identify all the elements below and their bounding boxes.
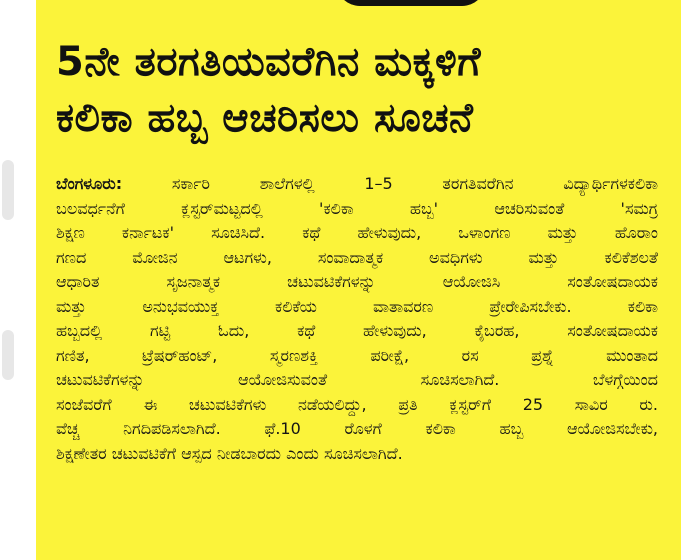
body-line: ಆಧಾರಿತ ಸೃಜನಾತ್ಮಕ ಚಟುವಟಿಕೆಗಳನ್ನು ಆಯೋಜಿಸಿ ಸಂತೋಷದಾಯಕ: [56, 272, 658, 291]
headline-line-2: ಕಲಿಕಾ ಹಬ್ಬ ಆಚರಿಸಲು ಸೂಚನೆ: [56, 95, 474, 141]
article-headline: [56, 34, 666, 146]
cropped-headline-fragment: [336, 0, 486, 6]
page-margin: [0, 0, 36, 560]
article-body: [56, 172, 658, 466]
headline-line-1: 5ನೇ ತರಗತಿಯವರೆಗಿನ ಮಕ್ಕಳಿಗೆ: [56, 39, 482, 85]
body-line: ಚಟುವಟಿಕೆಗಳನ್ನು ಆಯೋಜಿಸುವಂತೆ ಸೂಚಿಸಲಾಗಿದೆ. ಬೆಳಗ್ಗೆಯಿಂದ: [56, 370, 658, 389]
body-line: ಗಣದ ಮೋಜಿನ ಆಟಗಳು, ಸಂವಾದಾತ್ಮಕ ಅವಧಿಗಳು ಮತ್ತು ಕಲಿಕೆಶಲತೆ: [56, 247, 658, 267]
body-line: ಸಂಜೆವರೆಗೆ ಈ ಚಟುವಟಿಕೆಗಳು ನಡೆಯಲಿದ್ದು, ಪ್ರತಿ ಕ್ಲಸ್ಟರ್‌ಗೆ 25 ಸಾವಿರ ರು.: [56, 394, 658, 414]
scan-smudge: [2, 330, 14, 380]
scan-smudge: [2, 160, 14, 220]
body-line-text: ಸರ್ಕಾರಿ ಶಾಲೆಗಳಲ್ಲಿ 1–5 ತರಗತಿವರೆಗಿನ ವಿದ್ಯಾರ್ಥಿಗಳಕಲಿಕಾ: [171, 174, 658, 193]
body-line: ಮತ್ತು ಅನುಭವಯುಕ್ತ ಕಲಿಕೆಯ ವಾತಾವರಣ ಪ್ರೇರೇಪಿಸಬೇಕು. ಕಲಿಕಾ: [56, 296, 658, 316]
body-line: ಶಿಕ್ಷಣೇತರ ಚಟುವಟಿಕೆಗೆ ಆಸ್ಪದ ನೀಡಬಾರದು ಎಂದು ಸೂಚಿಸಲಾಗಿದೆ.: [56, 443, 403, 463]
previous-article-fragment: [36, 0, 681, 30]
body-line: ಗಣಿತ, ಟ್ರೆಷರ್‌ಹಂಟ್, ಸ್ಮರಣಶಕ್ತಿ ಪರೀಕ್ಷೆ, ರಸ ಪ್ರಶ್ನೆ ಮುಂತಾದ: [56, 345, 658, 365]
body-line: ಬಲವರ್ಧನೆಗೆ ಕ್ಲಸ್ಟರ್‌ಮಟ್ಟದಲ್ಲಿ 'ಕಲಿಕಾ ಹಬ್ಬ' ಆಚರಿಸುವಂತೆ 'ಸಮಗ್ರ: [56, 198, 658, 218]
body-line: ಹಬ್ಬದಲ್ಲಿ ಗಟ್ಟಿ ಓದು, ಕಥೆ ಹೇಳುವುದು, ಕೈಬರಹ, ಸಂತೋಷದಾಯಕ: [56, 321, 658, 340]
article-dateline: ಬೆಂಗಳೂರು:: [56, 174, 123, 193]
news-article: [36, 0, 681, 560]
body-line: ಶಿಕ್ಷಣ ಕರ್ನಾಟಕ' ಸೂಚಿಸಿದೆ. ಕಥೆ ಹೇಳುವುದು, ಒಳಾಂಗಣ ಮತ್ತು ಹೊರಾಂ: [56, 223, 658, 242]
body-line: [56, 172, 658, 197]
body-line: ವೆಚ್ಚ ನಿಗದಿಪಡಿಸಲಾಗಿದೆ. ಫೆ.10 ರೊಳಗೆ ಕಲಿಕಾ ಹಬ್ಬ ಆಯೋಜಿಸಬೇಕು,: [56, 419, 658, 438]
